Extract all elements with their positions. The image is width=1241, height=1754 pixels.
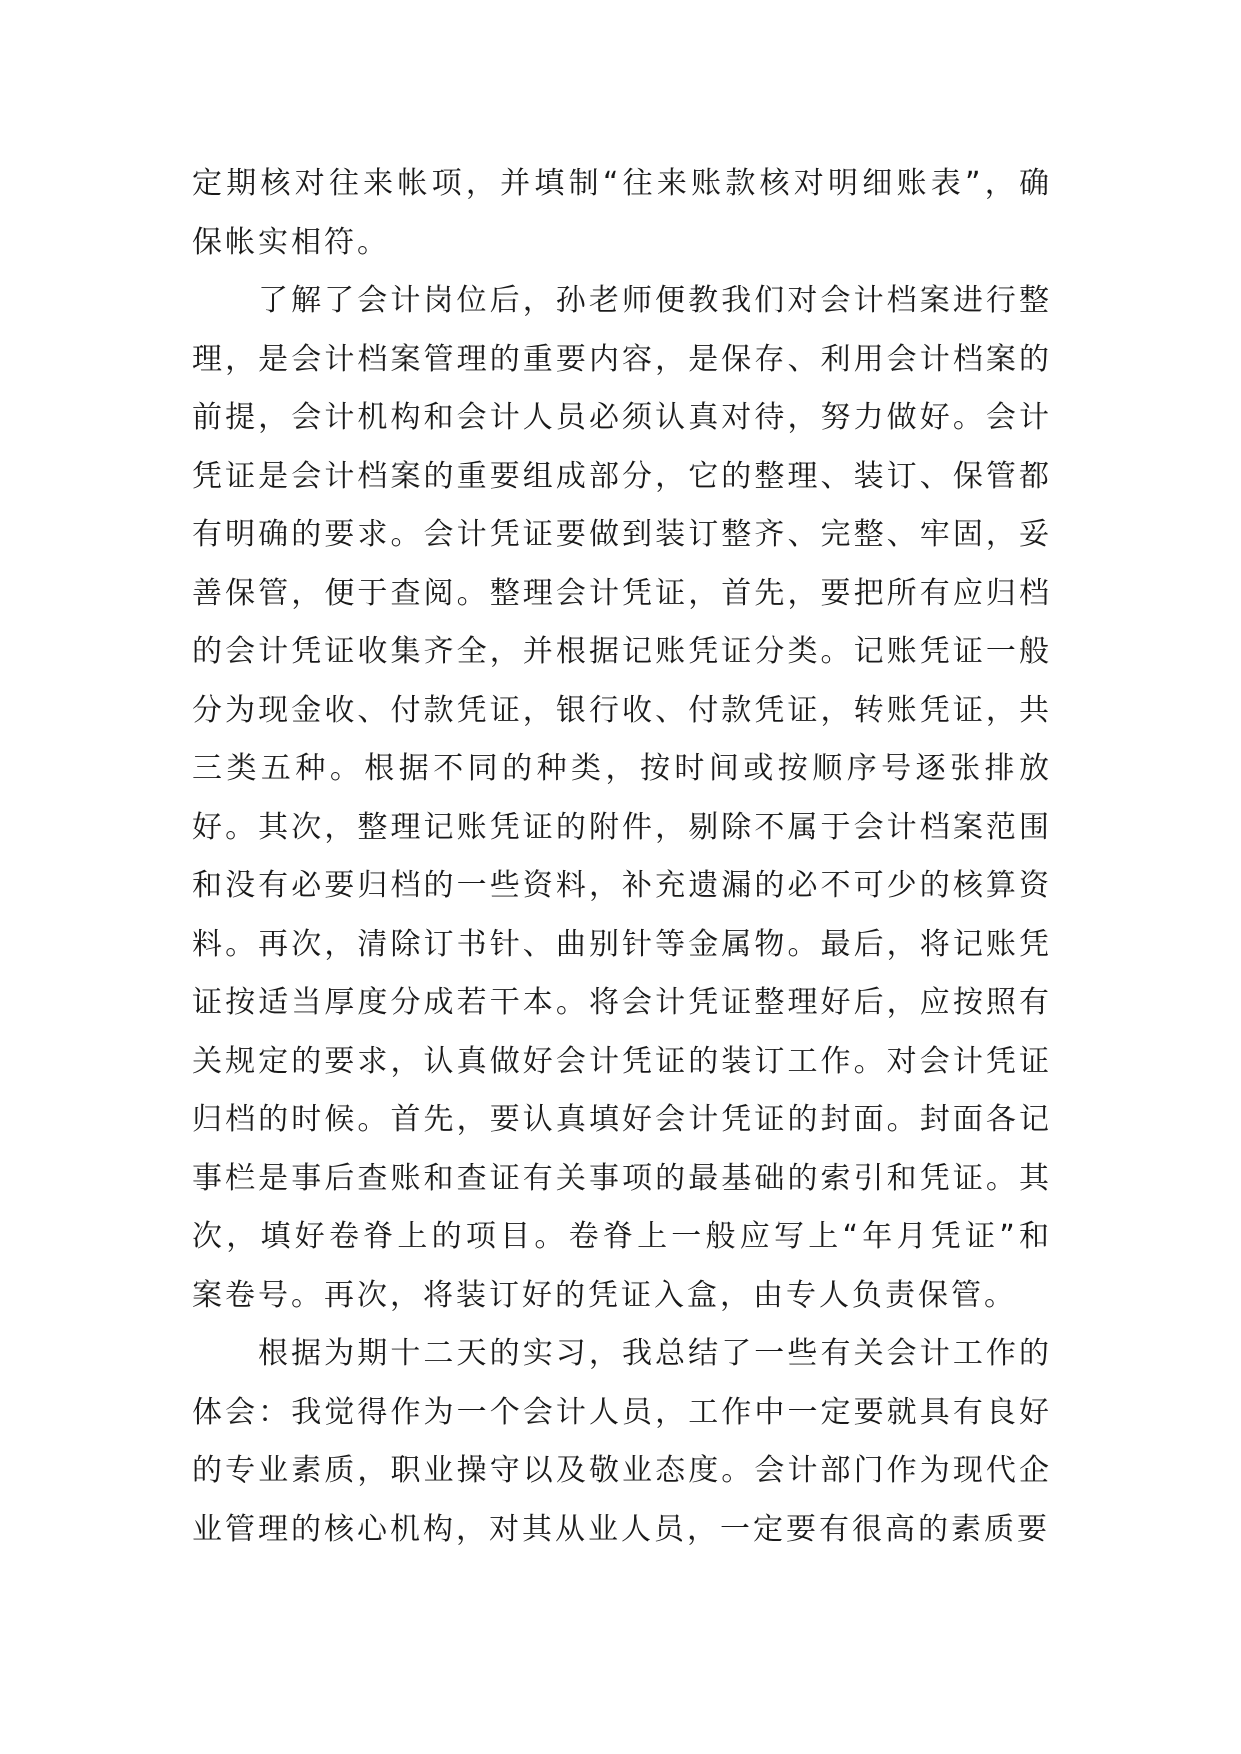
paragraph-3: 根据为期十二天的实习，我总结了一些有关会计工作的体会：我觉得作为一个会计人员，工作中一定要就具有良好的专业素质，职业操守以及敬业态度。会计部门作为现代企业管理的核心机构，对其从业人员，一定要有很高的素质要 xyxy=(192,1336,1052,1547)
body-text xyxy=(192,155,1052,1559)
paragraph-1: 定期核对往来帐项，并填制“往来账款核对明细账表”，确保帐实相符。 xyxy=(192,166,1052,260)
paragraph-2: 了解了会计岗位后，孙老师便教我们对会计档案进行整理，是会计档案管理的重要内容，是保存、利用会计档案的前提，会计机构和会计人员必须认真对待，努力做好。会计凭证是会计档案的重要组成部分，它的整理、装订、保管都有明确的要求。会计凭证要做到装订整齐、完整、牢固，妥善保管，便于查阅。整理会计凭证，首先，要把所有应归档的会计凭证收集齐全，并根据记账凭证分类。记账凭证一般分为现金收、付款凭证，银行收、付款凭证，转账凭证，共三类五种。根据不同的种类，按时间或按顺序号逐张排放好。其次，整理记账凭证的附件，剔除不属于会计档案范围和没有必要归档的一些资料，补充遗漏的必不可少的核算资料。再次，清除订书针、曲别针等金属物。最后，将记账凭证按适当厚度分成若干本。将会计凭证整理好后，应按照有关规定的要求，认真做好会计凭证的装订工作。对会计凭证归档的时候。首先，要认真填好会计凭证的封面。封面各记事栏是事后查账和查证有关事项的最基础的索引和凭证。其次，填好卷脊上的项目。卷脊上一般应写上“年月凭证”和案卷号。再次，将装订好的凭证入盒，由专人负责保管。 xyxy=(192,283,1052,1313)
